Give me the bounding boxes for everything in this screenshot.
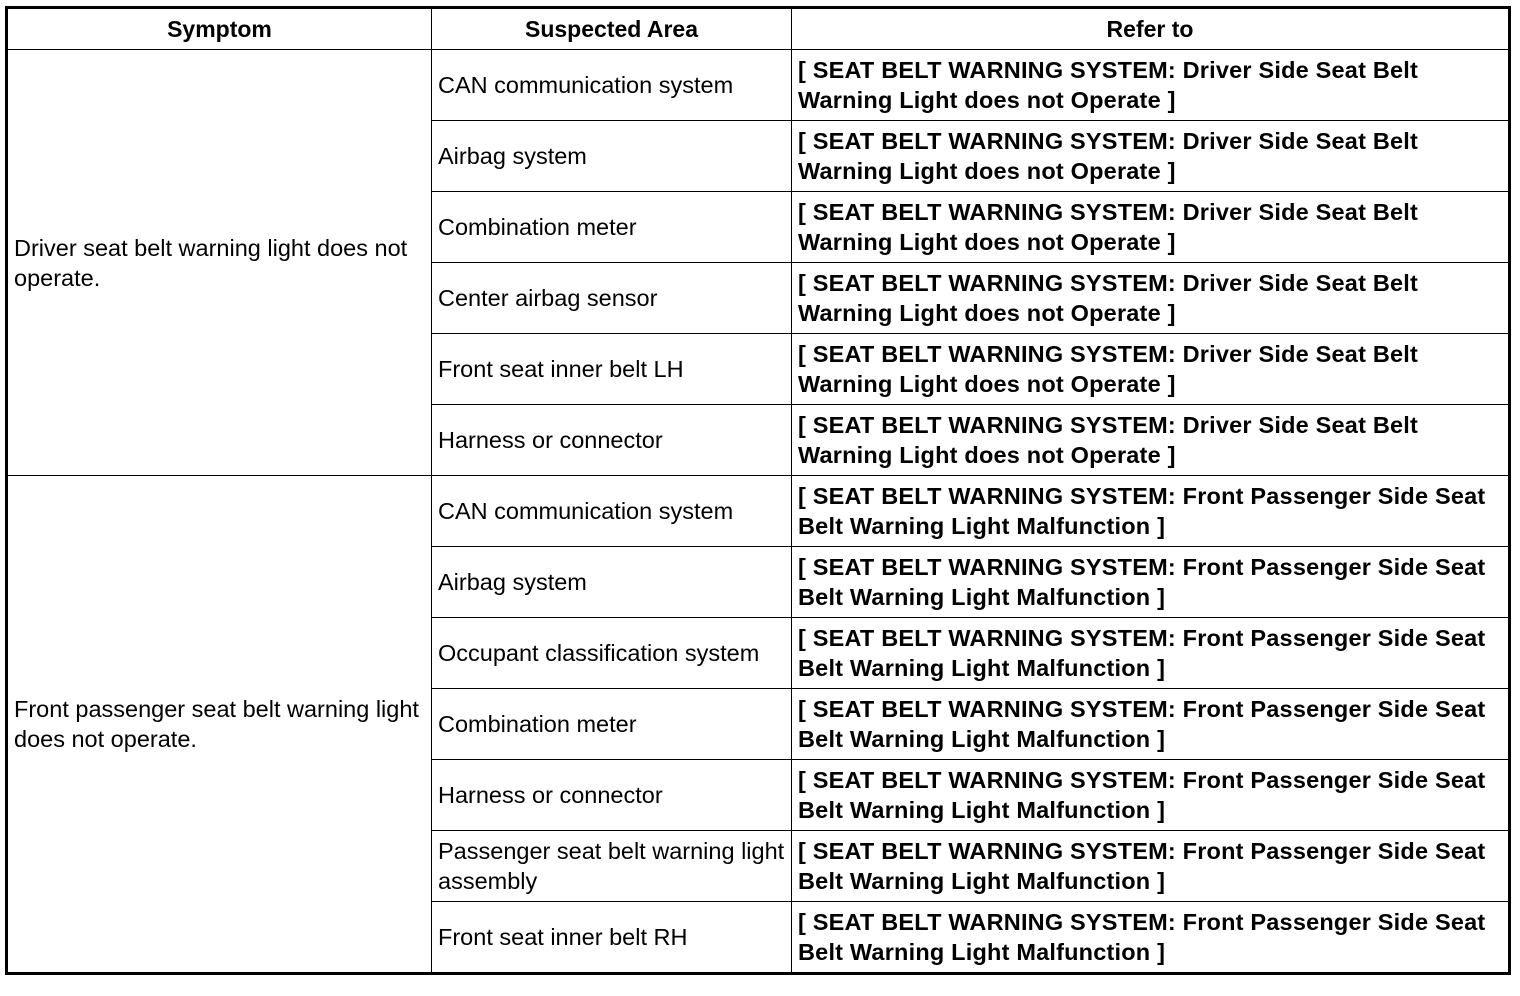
- header-symptom: Symptom: [7, 8, 432, 50]
- refer-link[interactable]: [ SEAT BELT WARNING SYSTEM: Driver Side Seat Belt Warning Light does not Operate ]: [792, 334, 1510, 405]
- suspected-area-cell: CAN communication system: [432, 476, 792, 547]
- refer-link[interactable]: [ SEAT BELT WARNING SYSTEM: Front Passenger Side Seat Belt Warning Light Malfunction ]: [792, 689, 1510, 760]
- refer-link[interactable]: [ SEAT BELT WARNING SYSTEM: Driver Side Seat Belt Warning Light does not Operate ]: [792, 405, 1510, 476]
- refer-link[interactable]: [ SEAT BELT WARNING SYSTEM: Front Passenger Side Seat Belt Warning Light Malfunction ]: [792, 547, 1510, 618]
- refer-link[interactable]: [ SEAT BELT WARNING SYSTEM: Driver Side Seat Belt Warning Light does not Operate ]: [792, 192, 1510, 263]
- refer-link[interactable]: [ SEAT BELT WARNING SYSTEM: Driver Side Seat Belt Warning Light does not Operate ]: [792, 50, 1510, 121]
- suspected-area-cell: Airbag system: [432, 121, 792, 192]
- refer-link[interactable]: [ SEAT BELT WARNING SYSTEM: Front Passenger Side Seat Belt Warning Light Malfunction ]: [792, 902, 1510, 974]
- suspected-area-cell: Harness or connector: [432, 405, 792, 476]
- suspected-area-cell: Harness or connector: [432, 760, 792, 831]
- suspected-area-cell: Passenger seat belt warning light assembly: [432, 831, 792, 902]
- refer-link[interactable]: [ SEAT BELT WARNING SYSTEM: Front Passenger Side Seat Belt Warning Light Malfunction ]: [792, 476, 1510, 547]
- suspected-area-cell: Combination meter: [432, 192, 792, 263]
- header-refer-to: Refer to: [792, 8, 1510, 50]
- table-row: [7, 476, 1510, 547]
- refer-link[interactable]: [ SEAT BELT WARNING SYSTEM: Driver Side Seat Belt Warning Light does not Operate ]: [792, 263, 1510, 334]
- refer-link[interactable]: [ SEAT BELT WARNING SYSTEM: Front Passenger Side Seat Belt Warning Light Malfunction ]: [792, 618, 1510, 689]
- refer-link[interactable]: [ SEAT BELT WARNING SYSTEM: Driver Side Seat Belt Warning Light does not Operate ]: [792, 121, 1510, 192]
- suspected-area-cell: Combination meter: [432, 689, 792, 760]
- symptom-cell: Front passenger seat belt warning light does not operate.: [7, 476, 432, 974]
- suspected-area-cell: Front seat inner belt RH: [432, 902, 792, 974]
- header-suspected-area: Suspected Area: [432, 8, 792, 50]
- suspected-area-cell: Center airbag sensor: [432, 263, 792, 334]
- suspected-area-cell: Airbag system: [432, 547, 792, 618]
- diagnosis-table: [5, 6, 1511, 975]
- suspected-area-cell: Occupant classification system: [432, 618, 792, 689]
- suspected-area-cell: Front seat inner belt LH: [432, 334, 792, 405]
- refer-link[interactable]: [ SEAT BELT WARNING SYSTEM: Front Passenger Side Seat Belt Warning Light Malfunction ]: [792, 831, 1510, 902]
- table-row: [7, 50, 1510, 121]
- header-row: [7, 8, 1510, 50]
- refer-link[interactable]: [ SEAT BELT WARNING SYSTEM: Front Passenger Side Seat Belt Warning Light Malfunction ]: [792, 760, 1510, 831]
- suspected-area-cell: CAN communication system: [432, 50, 792, 121]
- symptom-cell: Driver seat belt warning light does not operate.: [7, 50, 432, 476]
